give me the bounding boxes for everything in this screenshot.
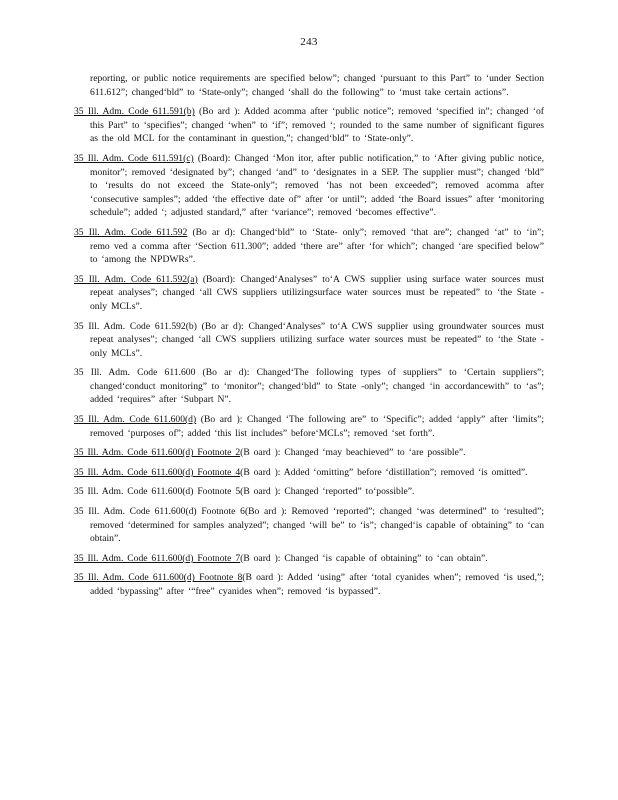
amendment-entry (74, 273, 544, 314)
amendment-entry (74, 152, 544, 220)
amendment-entry (74, 466, 544, 480)
amendment-entry (74, 320, 544, 361)
amendment-text: (B oard ): Changed ‘is capable of obtaining” to ‘can obtain”. (240, 552, 488, 564)
amendment-text: (Board): Changed ‘Mon itor, after public notification,” to ‘After giving public notice, monitor”; removed ‘designated by”; changed ‘and” to ‘designates in a SEP. The supplier must”; changed ‘bld” to ‘results do not exceed the State-only”; removed ‘has not been exceeded”; removed acomma after ‘consecutive samples”; added ‘the effective date of” after ‘or until”; added ‘the Board issues” after ‘monitoring schedule”; added ‘; adjusted standard,” after ‘variance”; removed ‘becomes effective”. (90, 152, 545, 219)
amendment-entry (74, 446, 544, 460)
amendment-text: (Bo ar d): Changed‘bld” to ‘State- only”; removed ‘that are”; changed ‘at” to ‘in”; remo ved a comma after ‘Section 611.300”; added ‘there are” after ‘for which”; changed ‘are specified below” to ‘among the NPDWRs”. (90, 226, 544, 266)
section-citation: 35 Ill. Adm. Code 611.591(c) (74, 152, 194, 164)
amendment-text: (B oard ): Changed ‘may beachieved” to ‘are possible”. (240, 447, 466, 459)
section-citation: 35 Ill. Adm. Code 611.600 (74, 367, 196, 379)
section-citation: 35 Ill. Adm. Code 611.600(d) Footnote 2 (74, 447, 241, 459)
amendment-list (74, 72, 544, 605)
amendment-entry (74, 485, 544, 499)
amendment-entry (74, 505, 544, 546)
section-citation: 35 Ill. Adm. Code 611.592(b) (74, 320, 197, 332)
amendment-entry (74, 571, 544, 598)
section-citation: 35 Ill. Adm. Code 611.600(d) Footnote 5 (74, 486, 241, 498)
amendment-text: (Bo ar d): Changed‘Analyses” to‘A CWS supplier using groundwater sources must repeat analyses”; changed ‘all CWS suppliers utilizing surface water sources must be repeated” to ‘the State -only MCLs”. (90, 320, 544, 359)
section-citation: 35 Ill. Adm. Code 611.600(d) Footnote 7 (74, 552, 241, 564)
amendment-text: (B oard ): Added ‘using” after ‘total cyanides when”; removed ‘is used,”; added ‘bypassing” after ‘“free” cyanides when”; removed ‘is bypassed”. (90, 572, 544, 597)
section-citation: 35 Ill. Adm. Code 611.600(d) (74, 414, 197, 426)
amendment-entry (74, 105, 544, 146)
section-citation: 35 Ill. Adm. Code 611.600(d) Footnote 8 (74, 572, 243, 584)
section-citation: 35 Ill. Adm. Code 611.592(a) (74, 273, 198, 285)
amendment-text: (Bo ard ): Added acomma after ‘public notice”; removed ‘specified in”; changed ‘of this Part” to ‘specifies”; changed ‘when” to ‘if”; removed ‘; rounded to the same number of significant figures as the old MCL for the contaminant in question,”; changed‘bld” to ‘State-only”. (90, 106, 544, 145)
amendment-text: (Bo ar d): Changed‘The following types of suppliers” to ‘Certain suppliers”; changed‘conduct monitoring” to ‘monitor”; changed‘bld” to State -only”; changed ‘in accordancewith” to ‘as”; added ‘requires” after ‘Subpart N”. (90, 367, 544, 406)
amendment-text: (B oard ): Added ‘omitting” before ‘distillation”; removed ‘is omitted”. (240, 466, 528, 478)
section-citation: 35 Ill. Adm. Code 611.600(d) Footnote 4 (74, 466, 241, 478)
amendment-text: (Bo ard ): Removed ‘reported”; changed ‘was determined” to ‘resulted”; removed ‘determined for samples analyzed”; changed ‘will be” to ‘is”; changed‘is capable of obtaining” to ‘can obtain”. (90, 506, 545, 545)
page-number: 243 (300, 36, 318, 48)
section-citation: 35 Ill. Adm. Code 611.600(d) Footnote 6 (74, 506, 245, 518)
section-citation: 35 Ill. Adm. Code 611.592 (74, 226, 188, 238)
amendment-entry (74, 226, 544, 267)
amendment-text: (Board): Changed‘Analyses” to‘A CWS supplier using surface water sources must repeat analyses”; changed ‘all CWS suppliers utilizingsurface water sources must be repeated” to ‘the State -only MCLs”. (90, 273, 545, 312)
amendment-entry (74, 552, 544, 566)
amendment-text: (B oard ): Changed ‘reported” to‘possible”. (240, 486, 415, 498)
amendment-entry (74, 72, 544, 99)
amendment-entry (74, 366, 544, 407)
amendment-text: (Bo ard ): Changed ‘The following are” to ‘Specific”; added ‘apply” after ‘limits”; removed ‘purposes of”; added ‘this list includes” before‘MCLs”; removed ‘set forth”. (90, 414, 544, 439)
section-citation: 35 Ill. Adm. Code 611.591(b) (74, 106, 195, 118)
amendment-entry (74, 413, 544, 440)
amendment-text: reporting, or public notice requirements are specified below”; changed ‘pursuant to this Part” to ‘under Section 611.612”; changed‘bld” to ‘State-only”; changed ‘shall do the following” to ‘must take certain actions”. (90, 73, 544, 98)
